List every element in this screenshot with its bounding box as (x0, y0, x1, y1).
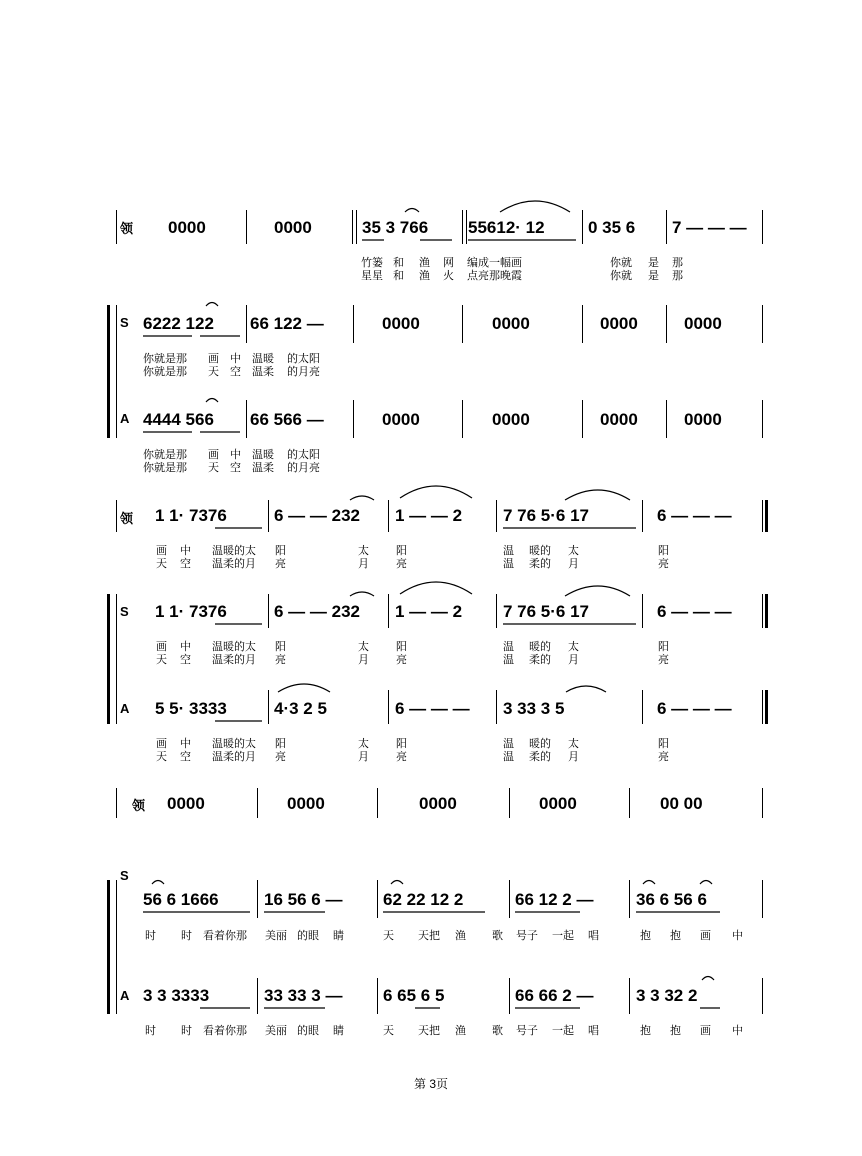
slur (206, 303, 218, 307)
lyric: 你就 (610, 257, 632, 269)
lyric: 月 (358, 558, 369, 570)
lyric: 柔的 (529, 751, 551, 763)
slur (643, 881, 655, 885)
soprano-measure: 66 122 — (250, 314, 324, 333)
lyric: 的太阳 (287, 449, 320, 461)
lyric: 亮 (275, 751, 286, 763)
lyric: 一起 (552, 1025, 574, 1037)
lyric: 月 (358, 751, 369, 763)
lyric: 时 (181, 930, 192, 942)
slur (405, 209, 419, 213)
lyric: 温柔的月 (212, 751, 256, 763)
lyric: 看着你那 (203, 1025, 247, 1037)
lyric: 网 (443, 257, 454, 269)
lyric: 柔的 (529, 558, 551, 570)
alto-measure: 0000 (492, 410, 530, 429)
lyric: 画 (700, 1025, 711, 1037)
alto-measure: 3 3 32 2 (636, 986, 698, 1005)
lyric: 温暖的太 (212, 545, 256, 557)
lyric: 温 (503, 654, 514, 666)
lyric: 渔 (419, 270, 430, 282)
lead-measure: 0000 (274, 218, 312, 237)
lead-measure: 00 00 (660, 794, 703, 813)
lyric: 温 (503, 641, 514, 653)
alto-measure: 66 66 2 — (515, 986, 594, 1005)
lyric: 的眼 (297, 930, 319, 942)
alto-measure: 5 5· 3333 (155, 699, 227, 718)
lyric: 的太阳 (287, 353, 320, 365)
lyric: 时 (145, 930, 156, 942)
lyric: 中 (230, 353, 241, 365)
lyric: 你就是那 (143, 366, 187, 378)
lyric: 温 (503, 545, 514, 557)
lyric: 阳 (396, 738, 407, 750)
lyric: 画 (156, 545, 167, 557)
lyric: 温暖 (252, 353, 274, 365)
soprano-measure: 0000 (492, 314, 530, 333)
lyric: 你就是那 (143, 462, 187, 474)
lyric: 抱 (640, 1025, 651, 1037)
lyric: 亮 (658, 654, 669, 666)
lyric: 温柔的月 (212, 558, 256, 570)
soprano-measure: 1 — — 2 (395, 602, 463, 621)
lyric: 太 (568, 738, 579, 750)
lyric: 阳 (396, 545, 407, 557)
slur (700, 881, 712, 885)
lyric: 的月亮 (287, 366, 320, 378)
lyric: 火 (443, 270, 454, 282)
lyric: 点亮那晚霞 (467, 270, 522, 282)
lyric: 温柔 (252, 366, 274, 378)
soprano-measure: 1 1· 7376 (155, 602, 227, 621)
lyric: 太 (358, 641, 369, 653)
alto-measure: 3 3 3333 (143, 986, 210, 1005)
alto-measure: 4444 566 (143, 410, 214, 429)
lyric: 空 (230, 462, 241, 474)
lyric: 天把 (418, 1025, 440, 1037)
lyric: 太 (568, 545, 579, 557)
soprano-measure: 0000 (382, 314, 420, 333)
alto-measure: 66 566 — (250, 410, 324, 429)
slur (702, 977, 714, 981)
soprano-measure: 6 — — 232 (274, 602, 360, 621)
slur (278, 684, 330, 692)
part-label-soprano: S (120, 315, 129, 330)
lyric: 天把 (418, 930, 440, 942)
lyric: 是 (648, 257, 659, 269)
lyric: 画 (208, 353, 219, 365)
lyric: 渔 (455, 930, 466, 942)
lyric: 唱 (588, 930, 599, 942)
lead-measure: 0 35 6 (588, 218, 636, 237)
lyric: 阳 (275, 641, 286, 653)
lyric: 柔的 (529, 654, 551, 666)
lyric: 抱 (640, 930, 651, 942)
lyric: 那 (672, 270, 683, 282)
slur (500, 201, 570, 212)
lead-measure: 1 1· 7376 (155, 506, 227, 525)
slur (391, 881, 403, 885)
soprano-measure: 7 76 5·6 17 (503, 602, 590, 621)
lyric: 亮 (658, 751, 669, 763)
lyric: 渔 (455, 1025, 466, 1037)
lyric: 画 (700, 930, 711, 942)
lead-measure: 0000 (539, 794, 577, 813)
lyric: 阳 (396, 641, 407, 653)
slur (400, 582, 472, 594)
lyric: 天 (156, 558, 167, 570)
lyric: 天 (208, 366, 219, 378)
soprano-measure: 66 12 2 — (515, 890, 594, 909)
lead-measure: 6 — — 232 (274, 506, 360, 525)
soprano-measure: 16 56 6 — (264, 890, 343, 909)
lyric: 阳 (275, 545, 286, 557)
lyric: 和 (393, 270, 404, 282)
lyric: 号子 (516, 930, 538, 942)
lyric: 太 (568, 641, 579, 653)
lead-measure: 0000 (167, 794, 205, 813)
slur (565, 490, 630, 500)
alto-measure: 6 — — — (395, 699, 470, 718)
lyric: 太 (358, 738, 369, 750)
lyric: 亮 (396, 558, 407, 570)
lyric: 看着你那 (203, 930, 247, 942)
lyric: 天 (156, 654, 167, 666)
lead-measure: 0000 (419, 794, 457, 813)
lyric: 中 (180, 738, 191, 750)
lyric: 你就是那 (143, 353, 187, 365)
lyric: 是 (648, 270, 659, 282)
lyric: 亮 (275, 558, 286, 570)
lyric: 温暖 (252, 449, 274, 461)
lyric: 天 (156, 751, 167, 763)
alto-measure: 3 33 3 5 (503, 699, 565, 718)
part-label-soprano: S (120, 604, 129, 619)
lyric: 的月亮 (287, 462, 320, 474)
lyric: 中 (732, 1025, 743, 1037)
lyric: 渔 (419, 257, 430, 269)
lyric: 画 (208, 449, 219, 461)
lyric: 暖的 (529, 545, 551, 557)
part-label-alto: A (120, 701, 130, 716)
lyric: 太 (358, 545, 369, 557)
part-label-soprano: S (120, 868, 129, 883)
lyric: 阳 (275, 738, 286, 750)
soprano-measure: 6222 122 (143, 314, 214, 333)
lyric: 抱 (670, 930, 681, 942)
lyric: 时 (145, 1025, 156, 1037)
lyric: 歌 (492, 930, 503, 942)
lead-measure: 55612· 12 (468, 218, 545, 237)
lead-measure: 7 76 5·6 17 (503, 506, 590, 525)
lyric: 暖的 (529, 641, 551, 653)
lyric: 亮 (396, 751, 407, 763)
lyric: 时 (181, 1025, 192, 1037)
soprano-measure: 0000 (684, 314, 722, 333)
lyric: 温 (503, 558, 514, 570)
lyric: 空 (180, 751, 191, 763)
slur (400, 486, 472, 498)
lyric: 温 (503, 738, 514, 750)
lead-measure: 0000 (287, 794, 325, 813)
lyric: 天 (208, 462, 219, 474)
lyric: 温柔 (252, 462, 274, 474)
lyric: 睛 (333, 1025, 344, 1037)
slur (350, 592, 374, 596)
lyric: 阳 (658, 738, 669, 750)
lyric: 你就是那 (143, 449, 187, 461)
alto-measure: 6 — — — (657, 699, 732, 718)
lyric: 阳 (658, 641, 669, 653)
lyric: 编成一幅画 (467, 257, 522, 269)
soprano-measure: 0000 (600, 314, 638, 333)
part-label-alto: A (120, 411, 130, 426)
lead-measure: 1 — — 2 (395, 506, 463, 525)
soprano-measure: 36 6 56 6 (636, 890, 707, 909)
lyric: 月 (568, 654, 579, 666)
lyric: 中 (230, 449, 241, 461)
lyric: 那 (672, 257, 683, 269)
lyric: 睛 (333, 930, 344, 942)
soprano-measure: 56 6 1666 (143, 890, 219, 909)
lyric: 美丽 (265, 930, 287, 942)
part-label-lead: 领 (132, 798, 146, 813)
lead-measure: 7 — — — (672, 218, 747, 237)
lyric: 美丽 (265, 1025, 287, 1037)
lyric: 天 (383, 1025, 394, 1037)
lead-measure: 35 3 766 (362, 218, 429, 237)
lyric: 亮 (396, 654, 407, 666)
lyric: 温暖的太 (212, 641, 256, 653)
slur (152, 881, 164, 885)
lyric: 唱 (588, 1025, 599, 1037)
lyric: 画 (156, 641, 167, 653)
alto-measure: 33 33 3 — (264, 986, 343, 1005)
lyric: 中 (732, 930, 743, 942)
slur (565, 586, 630, 596)
lyric: 温 (503, 751, 514, 763)
lyric: 竹篓 (361, 257, 383, 269)
lyric: 月 (358, 654, 369, 666)
alto-measure: 0000 (600, 410, 638, 429)
lyric: 你就 (610, 270, 632, 282)
lyric: 温柔的月 (212, 654, 256, 666)
lyric: 空 (180, 558, 191, 570)
lyric: 月 (568, 558, 579, 570)
lyric: 暖的 (529, 738, 551, 750)
lead-measure: 0000 (168, 218, 206, 237)
lead-measure: 6 — — — (657, 506, 732, 525)
lyric: 空 (230, 366, 241, 378)
lyric: 画 (156, 738, 167, 750)
lyric: 星星 (361, 270, 383, 282)
lyric: 月 (568, 751, 579, 763)
alto-measure: 6 65 6 5 (383, 986, 445, 1005)
part-label-alto: A (120, 988, 130, 1003)
alto-measure: 4·3 2 5 (274, 699, 327, 718)
alto-measure: 0000 (382, 410, 420, 429)
lyric: 抱 (670, 1025, 681, 1037)
lyric: 的眼 (297, 1025, 319, 1037)
alto-measure: 0000 (684, 410, 722, 429)
lyric: 和 (393, 257, 404, 269)
lyric: 中 (180, 641, 191, 653)
soprano-measure: 6 — — — (657, 602, 732, 621)
soprano-measure: 62 22 12 2 (383, 890, 464, 909)
lyric: 亮 (658, 558, 669, 570)
lyric: 中 (180, 545, 191, 557)
lyric: 空 (180, 654, 191, 666)
lyric: 一起 (552, 930, 574, 942)
lyric: 歌 (492, 1025, 503, 1037)
lyric: 温暖的太 (212, 738, 256, 750)
slur (206, 399, 218, 403)
lyric: 号子 (516, 1025, 538, 1037)
slur (350, 496, 374, 500)
lyric: 亮 (275, 654, 286, 666)
page-number: 第 3页 (414, 1077, 449, 1091)
lyric: 天 (383, 930, 394, 942)
part-label-lead: 领 (120, 511, 134, 526)
lyric: 阳 (658, 545, 669, 557)
slur (566, 686, 606, 692)
part-label-lead: 领 (120, 221, 134, 236)
